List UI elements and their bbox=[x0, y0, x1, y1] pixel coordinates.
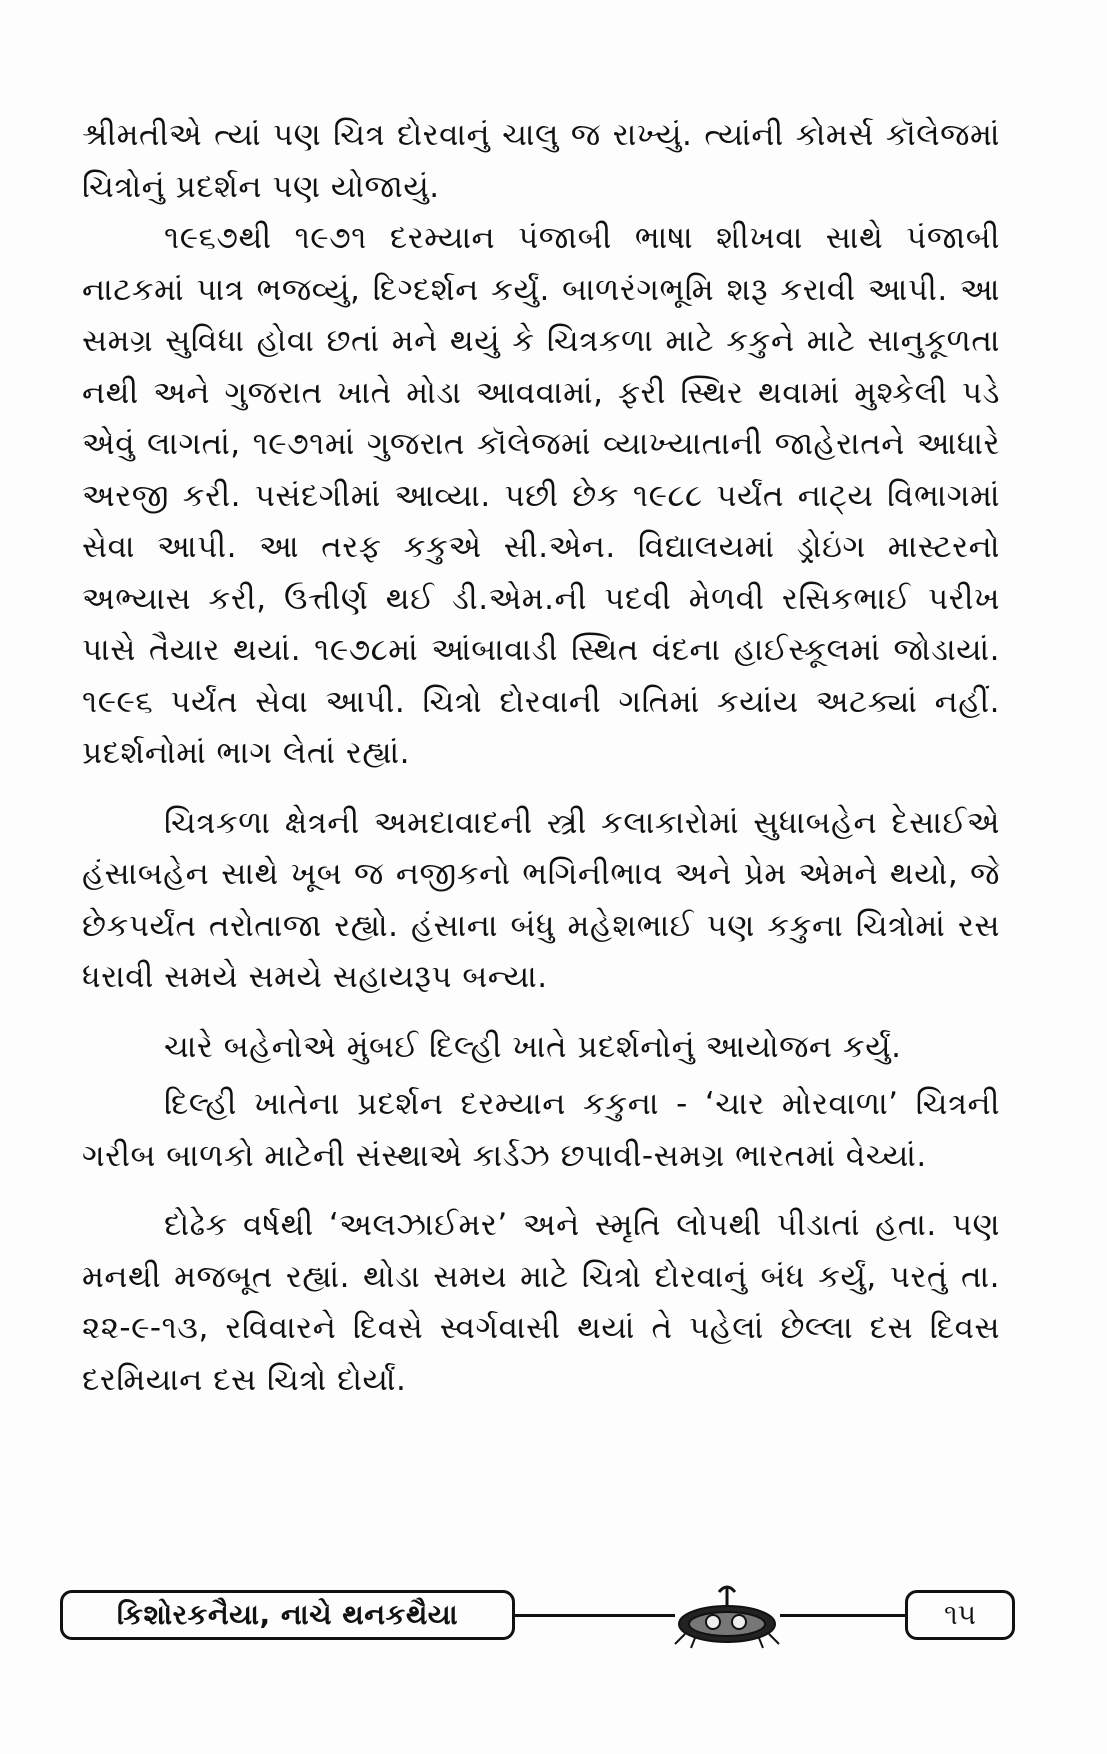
paragraph-2: ૧૯૬૭થી ૧૯૭૧ દરમ્યાન પંજાબી ભાષા શીખવા સાથે પંજાબી નાટકમાં પાત્ર ભજવ્યું, દિગ્દર્શન કર્યું. બાળરંગભૂમિ શરૂ કરાવી આપી. આ સમગ્ર સુવિધા હોવા છતાં મને થયું કે ચિત્રકળા માટે કકુને માટે સાનુકૂળતા નથી અને ગુજરાત ખાતે મોડા આવવામાં, ફરી સ્થિર થવામાં મુશ્કેલી પડે એવું લાગતાં, ૧૯૭૧માં ગુજરાત કૉલેજમાં વ્યાખ્યાતાની જાહેરાતને આધારે અરજી કરી. પસંદગીમાં આવ્યા. પછી છેક ૧૯૮૮ પર્યંત નાટ્ય વિભાગમાં સેવા આપી. આ તરફ કકુએ સી.એન. વિદ્યાલયમાં ડ્રોઇંગ માસ્ટરનો અભ્યાસ કરી, ઉત્તીર્ણ થઈ ડી.એમ.ની પદવી મેળવી રસિકભાઈ પરીખ પાસે તૈયાર થયાં. ૧૯૭૮માં આંબાવાડી સ્થિત વંદના હાઈસ્કૂલમાં જોડાયાં. ૧૯૯૬ પર્યંત સેવા આપી. ચિત્રો દોરવાની ગતિમાં કયાંય અટક્યાં નહીં. પ્રદર્શનોમાં ભાગ લેતાં રહ્યાં. bbox=[82, 220, 1000, 771]
paragraph-4: ચારે બહેનોએ મુંબઈ દિલ્હી ખાતે પ્રદર્શનોનું આયોજન કર્યું. bbox=[164, 1028, 902, 1065]
book-title: કિશોરકનૈયા, નાચે થનકથૈયા bbox=[116, 1598, 459, 1631]
page-body bbox=[82, 110, 1000, 1406]
page-footer bbox=[60, 1582, 1020, 1660]
paragraph-3: ચિત્રકળા ક્ષેત્રની અમદાવાદની સ્ત્રી કલાકારોમાં સુધાબહેન દેસાઈએ હંસાબહેન સાથે ખૂબ જ નજીકનો ભગિનીભાવ અને પ્રેમ એમને થયો, જે છેકપર્યંત તરોતાજા રહ્યો. હંસાના બંધુ મહેશભાઈ પણ કકુના ચિત્રોમાં રસ ધરાવી સમયે સમયે સહાયરૂપ બન્યા. bbox=[82, 804, 1000, 995]
krishna-ornament-icon bbox=[665, 1582, 790, 1652]
book-title-box bbox=[60, 1590, 515, 1640]
page-number: ૧૫ bbox=[943, 1598, 977, 1631]
footer-divider-left bbox=[515, 1614, 675, 1617]
paragraph-6: દોઢેક વર્ષથી ‘અલઝાઈમર’ અને સ્મૃતિ લોપથી પીડાતાં હતા. પણ મનથી મજબૂત રહ્યાં. થોડા સમય માટે ચિત્રો દોરવાનું બંધ કર્યું, પરતું તા. ૨૨-૯-૧૩, રવિવારને દિવસે સ્વર્ગવાસી થયાં તે પહેલાં છેલ્લા દસ દિવસ દરમિયાન દસ ચિત્રો દોર્યાં. bbox=[82, 1207, 1000, 1398]
page-number-box bbox=[905, 1590, 1015, 1640]
paragraph-1: શ્રીમતીએ ત્યાં પણ ચિત્ર દોરવાનું ચાલુ જ રાખ્યું. ત્યાંની કોમર્સ કૉલેજમાં ચિત્રોનું પ્રદર્શન પણ યોજાયું. bbox=[82, 117, 1000, 205]
footer-divider-right bbox=[780, 1614, 905, 1617]
paragraph-5: દિલ્હી ખાતેના પ્રદર્શન દરમ્યાન કકુના - ‘ચાર મોરવાળા’ ચિત્રની ગરીબ બાળકો માટેની સંસ્થાએ કાર્ડઝ છપાવી-સમગ્ર ભારતમાં વેચ્યાં. bbox=[82, 1086, 1000, 1174]
